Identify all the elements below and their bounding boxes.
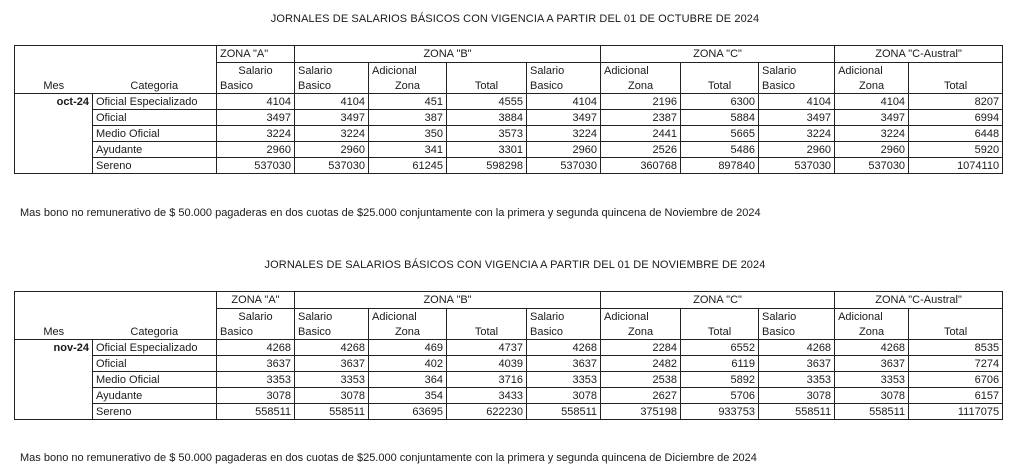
cell-c-tot: 6300 (681, 94, 759, 110)
zone-c-austral-header: ZONA "C-Austral" (835, 292, 1003, 309)
cell-categoria: Oficial (93, 356, 217, 372)
cell-b-tot: 598298 (447, 158, 527, 174)
cell-c-tot: 5892 (681, 372, 759, 388)
cell-ca-adi: 3637 (835, 356, 909, 372)
cell-b-adi: 451 (369, 94, 447, 110)
cell-a: 3078 (217, 388, 295, 404)
table-row (15, 388, 1003, 404)
table-title-october: JORNALES DE SALARIOS BÁSICOS CON VIGENCIA A PARTIR DEL 01 DE OCTUBRE DE 2024 (270, 13, 760, 25)
cell-categoria: Oficial (93, 110, 217, 126)
cell-categoria: Sereno (93, 158, 217, 174)
cell-b-adi: 350 (369, 126, 447, 142)
cell-b-sal: 3353 (295, 372, 369, 388)
bonus-note-october: Mas bono no remunerativo de $ 50.000 pagaderas en dos cuotas de $25.000 conjuntamente con la primera y segunda quincena de Noviembre de 2024 (20, 207, 761, 219)
cell-ca-tot: 6994 (909, 110, 1003, 126)
cell-c-sal: 3637 (527, 356, 601, 372)
zone-a-header: ZONA "A" (217, 292, 295, 309)
header-blank (681, 309, 759, 325)
cell-ca-tot: 8535 (909, 340, 1003, 356)
cell-ca-sal: 4104 (759, 94, 835, 110)
cell-b-sal: 4268 (295, 340, 369, 356)
cell-c-adi: 2441 (601, 126, 681, 142)
cell-ca-adi: 3497 (835, 110, 909, 126)
header-blank (909, 309, 1003, 325)
header-zona: Zona (369, 324, 447, 340)
cell-ca-tot: 1117075 (909, 404, 1003, 420)
cell-c-sal: 3497 (527, 110, 601, 126)
cell-b-sal: 537030 (295, 158, 369, 174)
table-row (15, 142, 1003, 158)
header-salario: Salario (527, 309, 601, 325)
cell-a: 4268 (217, 340, 295, 356)
zone-a-header: ZONA "A" (217, 46, 295, 63)
header-salario: Salario (217, 63, 295, 79)
cell-a: 3637 (217, 356, 295, 372)
header-categoria: Categoria (93, 324, 217, 340)
table-row (15, 126, 1003, 142)
zone-header-row (15, 292, 1003, 309)
header-blank (15, 63, 93, 79)
header-salario: Salario (759, 309, 835, 325)
header-basico: Basico (217, 324, 295, 340)
zone-c-header: ZONA "C" (601, 292, 835, 309)
header-blank (15, 46, 217, 63)
cell-c-adi: 2526 (601, 142, 681, 158)
cell-b-sal: 2960 (295, 142, 369, 158)
header-adicional: Adicional (835, 63, 909, 79)
table-row (15, 94, 1003, 110)
cell-ca-tot: 1074110 (909, 158, 1003, 174)
cell-ca-sal: 537030 (759, 158, 835, 174)
header-zona: Zona (369, 78, 447, 94)
cell-a: 3353 (217, 372, 295, 388)
header-basico: Basico (217, 78, 295, 94)
cell-ca-tot: 8207 (909, 94, 1003, 110)
header-blank (681, 63, 759, 79)
cell-ca-adi: 3078 (835, 388, 909, 404)
cell-c-tot: 5486 (681, 142, 759, 158)
cell-c-sal: 2960 (527, 142, 601, 158)
cell-mes (15, 126, 93, 142)
header-zona: Zona (601, 78, 681, 94)
cell-c-adi: 2284 (601, 340, 681, 356)
cell-ca-adi: 537030 (835, 158, 909, 174)
cell-categoria: Oficial Especializado (93, 340, 217, 356)
cell-c-sal: 3224 (527, 126, 601, 142)
table-row (15, 340, 1003, 356)
cell-b-sal: 3497 (295, 110, 369, 126)
header-total: Total (447, 324, 527, 340)
subheader-row-1 (15, 309, 1003, 325)
cell-mes (15, 110, 93, 126)
cell-b-sal: 3224 (295, 126, 369, 142)
cell-ca-sal: 3637 (759, 356, 835, 372)
header-total: Total (681, 78, 759, 94)
subheader-row-2 (15, 78, 1003, 94)
header-adicional: Adicional (369, 309, 447, 325)
cell-b-adi: 469 (369, 340, 447, 356)
cell-c-sal: 4104 (527, 94, 601, 110)
header-adicional: Adicional (601, 309, 681, 325)
cell-c-sal: 3353 (527, 372, 601, 388)
cell-c-tot: 6119 (681, 356, 759, 372)
cell-c-sal: 3078 (527, 388, 601, 404)
cell-ca-sal: 3078 (759, 388, 835, 404)
cell-ca-adi: 2960 (835, 142, 909, 158)
cell-c-adi: 375198 (601, 404, 681, 420)
cell-c-tot: 5884 (681, 110, 759, 126)
subheader-row-1 (15, 63, 1003, 79)
cell-mes: oct-24 (15, 94, 93, 110)
cell-mes (15, 142, 93, 158)
cell-mes (15, 404, 93, 420)
cell-c-tot: 897840 (681, 158, 759, 174)
table-body-october (15, 94, 1003, 174)
cell-b-adi: 354 (369, 388, 447, 404)
header-salario: Salario (759, 63, 835, 79)
header-zona: Zona (601, 324, 681, 340)
cell-ca-sal: 3224 (759, 126, 835, 142)
header-basico: Basico (295, 78, 369, 94)
header-blank (447, 309, 527, 325)
cell-b-sal: 4104 (295, 94, 369, 110)
cell-b-tot: 3573 (447, 126, 527, 142)
cell-b-tot: 3884 (447, 110, 527, 126)
cell-categoria: Ayudante (93, 142, 217, 158)
table-row (15, 356, 1003, 372)
header-basico: Basico (759, 78, 835, 94)
header-zona: Zona (835, 324, 909, 340)
cell-c-sal: 558511 (527, 404, 601, 420)
header-adicional: Adicional (369, 63, 447, 79)
table-title-november: JORNALES DE SALARIOS BÁSICOS CON VIGENCIA A PARTIR DEL 01 DE NOVIEMBRE DE 2024 (264, 259, 766, 271)
cell-ca-adi: 4268 (835, 340, 909, 356)
header-blank (93, 63, 217, 79)
table-row (15, 372, 1003, 388)
cell-ca-tot: 6706 (909, 372, 1003, 388)
cell-c-tot: 6552 (681, 340, 759, 356)
cell-b-adi: 364 (369, 372, 447, 388)
cell-a: 3497 (217, 110, 295, 126)
subheader-row-2 (15, 324, 1003, 340)
header-total: Total (447, 78, 527, 94)
table-body-november (15, 340, 1003, 420)
header-adicional: Adicional (601, 63, 681, 79)
header-salario: Salario (527, 63, 601, 79)
cell-c-sal: 4268 (527, 340, 601, 356)
cell-b-tot: 4555 (447, 94, 527, 110)
cell-mes (15, 356, 93, 372)
cell-b-tot: 4737 (447, 340, 527, 356)
zone-header-row (15, 46, 1003, 63)
cell-categoria: Oficial Especializado (93, 94, 217, 110)
cell-ca-sal: 3497 (759, 110, 835, 126)
cell-c-tot: 5706 (681, 388, 759, 404)
cell-ca-adi: 3353 (835, 372, 909, 388)
header-categoria: Categoria (93, 78, 217, 94)
header-total: Total (909, 78, 1003, 94)
cell-b-tot: 4039 (447, 356, 527, 372)
cell-mes (15, 372, 93, 388)
cell-b-adi: 341 (369, 142, 447, 158)
cell-c-tot: 5665 (681, 126, 759, 142)
cell-categoria: Medio Oficial (93, 372, 217, 388)
header-mes: Mes (15, 78, 93, 94)
cell-b-tot: 3716 (447, 372, 527, 388)
cell-c-adi: 2482 (601, 356, 681, 372)
header-salario: Salario (217, 309, 295, 325)
cell-ca-adi: 558511 (835, 404, 909, 420)
cell-ca-tot: 5920 (909, 142, 1003, 158)
cell-categoria: Ayudante (93, 388, 217, 404)
cell-b-tot: 3433 (447, 388, 527, 404)
cell-a: 3224 (217, 126, 295, 142)
header-blank (15, 292, 217, 309)
cell-ca-sal: 3353 (759, 372, 835, 388)
cell-a: 4104 (217, 94, 295, 110)
header-basico: Basico (527, 78, 601, 94)
bonus-note-november: Mas bono no remunerativo de $ 50.000 pagaderas en dos cuotas de $25.000 conjuntamente con la primera y segunda quincena de Diciembre de 2024 (20, 452, 757, 464)
cell-ca-sal: 558511 (759, 404, 835, 420)
cell-ca-tot: 6448 (909, 126, 1003, 142)
cell-categoria: Medio Oficial (93, 126, 217, 142)
header-total: Total (681, 324, 759, 340)
cell-c-adi: 2387 (601, 110, 681, 126)
zone-b-header: ZONA "B" (295, 292, 601, 309)
cell-c-adi: 360768 (601, 158, 681, 174)
cell-ca-sal: 2960 (759, 142, 835, 158)
header-blank (93, 309, 217, 325)
cell-b-sal: 3637 (295, 356, 369, 372)
table-row (15, 404, 1003, 420)
cell-c-tot: 933753 (681, 404, 759, 420)
cell-b-sal: 558511 (295, 404, 369, 420)
header-zona: Zona (835, 78, 909, 94)
cell-a: 2960 (217, 142, 295, 158)
header-mes: Mes (15, 324, 93, 340)
zone-c-austral-header: ZONA "C-Austral" (835, 46, 1003, 63)
header-salario: Salario (295, 309, 369, 325)
cell-a: 537030 (217, 158, 295, 174)
header-salario: Salario (295, 63, 369, 79)
cell-mes (15, 388, 93, 404)
header-basico: Basico (759, 324, 835, 340)
cell-mes (15, 158, 93, 174)
zone-b-header: ZONA "B" (295, 46, 601, 63)
cell-b-tot: 622230 (447, 404, 527, 420)
header-total: Total (909, 324, 1003, 340)
cell-a: 558511 (217, 404, 295, 420)
cell-ca-tot: 6157 (909, 388, 1003, 404)
cell-ca-sal: 4268 (759, 340, 835, 356)
cell-c-adi: 2196 (601, 94, 681, 110)
header-adicional: Adicional (835, 309, 909, 325)
cell-ca-adi: 3224 (835, 126, 909, 142)
table-row (15, 158, 1003, 174)
cell-b-adi: 402 (369, 356, 447, 372)
table-row (15, 110, 1003, 126)
header-basico: Basico (295, 324, 369, 340)
cell-c-adi: 2538 (601, 372, 681, 388)
header-blank (909, 63, 1003, 79)
cell-categoria: Sereno (93, 404, 217, 420)
header-basico: Basico (527, 324, 601, 340)
wage-table-october (14, 45, 1003, 174)
cell-b-adi: 61245 (369, 158, 447, 174)
header-blank (15, 309, 93, 325)
cell-b-tot: 3301 (447, 142, 527, 158)
cell-c-sal: 537030 (527, 158, 601, 174)
wage-table-november (14, 291, 1003, 420)
cell-b-sal: 3078 (295, 388, 369, 404)
cell-c-adi: 2627 (601, 388, 681, 404)
cell-b-adi: 387 (369, 110, 447, 126)
cell-mes: nov-24 (15, 340, 93, 356)
cell-ca-tot: 7274 (909, 356, 1003, 372)
zone-c-header: ZONA "C" (601, 46, 835, 63)
cell-ca-adi: 4104 (835, 94, 909, 110)
header-blank (447, 63, 527, 79)
cell-b-adi: 63695 (369, 404, 447, 420)
